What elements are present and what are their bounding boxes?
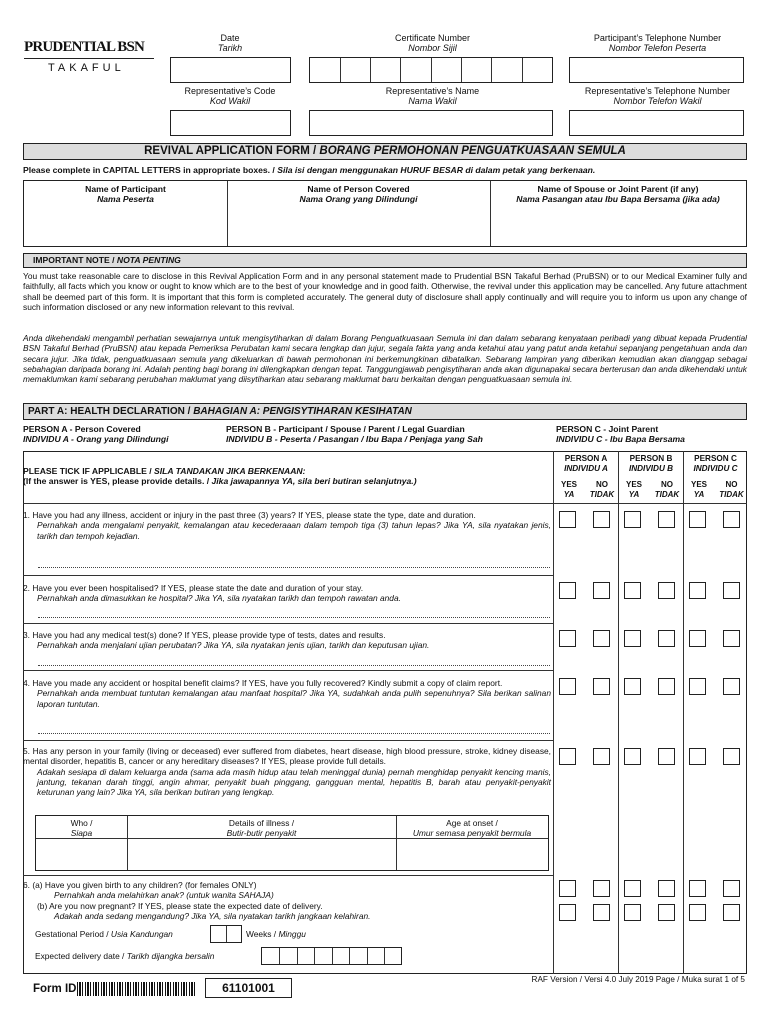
checkbox-row1-person-a-yes[interactable] [559,511,576,528]
spouse-name-header: Name of Spouse or Joint Parent (if any) Nama Pasangan atau Ibu Bapa Bersama (jika ada) [516,184,720,205]
checkbox-row5-person-a-yes[interactable] [559,748,576,765]
no-label-c: NO TIDAK [719,480,744,499]
checkbox-row7-person-a-no[interactable] [593,904,610,921]
checkbox-row6-person-a-no[interactable] [593,880,610,897]
spouse-name-field[interactable] [492,208,744,244]
yes-label-c: YES YA [690,480,707,499]
checkbox-row3-person-b-yes[interactable] [624,630,641,647]
date-input[interactable] [170,57,291,83]
gestational-period-input[interactable] [210,925,242,943]
checkbox-row5-person-a-no[interactable] [593,748,610,765]
checkbox-row7-person-b-yes[interactable] [624,904,641,921]
checkbox-row4-person-c-no[interactable] [723,678,740,695]
form-title: REVIVAL APPLICATION FORM / BORANG PERMOHONAN PENGUATKUASAAN SEMULA [23,143,747,160]
who-field[interactable] [37,839,126,869]
checkbox-row5-person-c-yes[interactable] [689,748,706,765]
important-note-malay: Anda dikehendaki mengambil perhatian sewajarnya untuk mengisytiharkan di dalam Borang Penguatkuasaan Semula ini dan dalam sebarang kenyataan peribadi yang dibuat kepada Prudential BSN Takaful Berhad (PruBSN) atau kepada Pemeriksa Perubatan kami secara lengkap dan jujur, segala fakta yang anda ketahui atau yang patut anda ketahui sepanjang pengetahuan anda dan secara jujur. Jika tidak, penguatkuasaan semula yang dikeluarkan di bawah permohonan ini berkemungkinan dibatalkan. Sebarang lampiran yang diberikan kemudian akan dianggap sebagai sebahagian daripada borang ini. Adalah penting bagi borang ini dilengkapkan dengan tepat. Tanggungjawab pengisytiharan anda akan digunapakai secara berterusan dan anda dikehendaki untuk memaklumkan kami sebarang perubahan maklumat yang diisytiharkan atau sebarang maklumat baru berkaitan dengan penguatkuasaan semula ini. [23,333,747,384]
checkbox-row4-person-a-no[interactable] [593,678,610,695]
participant-phone-input[interactable] [569,57,744,83]
question-3: 3. Have you had any medical test(s) done? If YES, please provide type of tests, dates and results. Pernahkah anda menjalani ujian perubatan? Jika YA, sila nyatakan jenis ujian, tarikh dan keputusan ujian. [23,630,430,651]
yes-label-b: YES YA [625,480,642,499]
checkbox-row7-person-c-yes[interactable] [689,904,706,921]
question-1: 1. Have you had any illness, accident or injury in the past three (3) years? If YES, please state the type, date and duration. Pernahkah anda mengalami penyakit, kemalangan atau kecederaaan dalam tempoh tiga (3) tahun lepas? Jika YA, sila nyatakan jenis, tarikh dan tempoh kejadian. [23,510,551,541]
question-5: 5. Has any person in your family (living or deceased) ever suffered from diabetes, heart disease, high blood pressure, stroke, kidney disease, mental disorder, hepatitis B, cancer or any hereditary diseases? If YES, please provide full details. Adakah sesiapa di dalam keluarga anda (sama ada masih hidup atau telah meninggal dunia) pernah menghidap penyakit kencing manis, jantung, tekanan darah tinggi, angin ahmar, penyakit buah pinggang, gangguan mental, hepatitis B, barah atau penyakit-penyakit keturunan yang lain? Jika YA, sila berikan butiran yang lengkap. [23,746,551,797]
checkbox-row6-person-b-no[interactable] [658,880,675,897]
person-a-definition: PERSON A - Person Covered INDIVIDU A - Orang yang Dilindungi [23,424,169,445]
checkbox-row7-person-b-no[interactable] [658,904,675,921]
representative-name-label: Representative’s Name Nama Wakil [385,86,480,106]
checkbox-row2-person-b-no[interactable] [658,582,675,599]
tick-instruction: PLEASE TICK IF APPLICABLE / SILA TANDAKAN JIKA BERKENAAN: (If the answer is YES, please provide details. / Jika jawapannya YA, sila beri butiran selanjutnya.) [23,466,417,487]
checkbox-row1-person-c-no[interactable] [723,511,740,528]
checkbox-row2-person-c-no[interactable] [723,582,740,599]
checkbox-row7-person-c-no[interactable] [723,904,740,921]
question-4-answer-line[interactable] [38,733,550,734]
checkbox-row5-person-c-no[interactable] [723,748,740,765]
question-2-answer-line[interactable] [38,617,550,618]
checkbox-row3-person-a-no[interactable] [593,630,610,647]
version-footer: RAF Version / Versi 4.0 July 2019 Page / Muka surat 1 of 5 [531,975,745,984]
expected-delivery-input[interactable] [261,947,402,965]
checkbox-row3-person-b-no[interactable] [658,630,675,647]
certificate-number-label: Certificate Number Nombor Sijil [394,33,471,53]
age-field[interactable] [397,839,547,869]
person-covered-name-field[interactable] [229,208,488,244]
date-label: Date Tarikh [217,33,243,53]
checkbox-row1-person-a-no[interactable] [593,511,610,528]
capital-letters-instruction: Please complete in CAPITAL LETTERS in appropriate boxes. / Sila isi dengan menggunakan HURUF BESAR di dalam petak yang berkenaan. [23,165,596,175]
representative-phone-label: Representative’s Telephone Number Nombor Telefon Wakil [584,86,731,106]
checkbox-row1-person-b-yes[interactable] [624,511,641,528]
person-a-column-header: PERSON A INDIVIDU A [564,454,608,473]
checkbox-row6-person-c-no[interactable] [723,880,740,897]
person-b-definition: PERSON B - Participant / Spouse / Parent / Legal Guardian INDIVIDU B - Peserta / Pasangan / Ibu Bapa / Penjaga yang Sah [226,424,483,445]
checkbox-row7-person-a-yes[interactable] [559,904,576,921]
checkbox-row1-person-b-no[interactable] [658,511,675,528]
participant-name-header: Name of Participant Nama Peserta [85,184,166,205]
logo-subtitle: TAKAFUL [48,62,125,74]
checkbox-row6-person-b-yes[interactable] [624,880,641,897]
certificate-number-input[interactable] [309,57,553,83]
checkbox-row2-person-a-no[interactable] [593,582,610,599]
logo-divider [24,58,154,59]
yes-label-a: YES YA [560,480,577,499]
person-covered-name-header: Name of Person Covered Nama Orang yang Dilindungi [299,184,418,205]
checkbox-row1-person-c-yes[interactable] [689,511,706,528]
gestational-period-label: Gestational Period / Usia Kandungan [35,929,173,939]
part-a-heading: PART A: HEALTH DECLARATION / BAHAGIAN A: PENGISYTIHARAN KESIHATAN [23,403,747,420]
question-4: 4. Have you made any accident or hospital benefit claims? If YES, have you fully recovered? Kindly submit a copy of claim report. Pernahkah anda membuat tuntutan kemalangan atau manfaat hospital? Jika YA, sudahkah anda pulih sepenuhnya? Sila berikan salinan laporan tuntutan. [23,678,551,709]
person-c-definition: PERSON C - Joint Parent INDIVIDU C - Ibu Bapa Bersama [556,424,685,445]
checkbox-row2-person-a-yes[interactable] [559,582,576,599]
representative-phone-input[interactable] [569,110,744,136]
barcode-image [77,982,196,996]
form-id-label: Form ID [33,983,77,995]
checkbox-row3-person-c-yes[interactable] [689,630,706,647]
checkbox-row5-person-b-no[interactable] [658,748,675,765]
question-1-answer-line[interactable] [38,567,550,568]
checkbox-row6-person-a-yes[interactable] [559,880,576,897]
who-column-header: Who / Siapa [70,818,93,839]
checkbox-row5-person-b-yes[interactable] [624,748,641,765]
family-illness-table [35,815,549,871]
important-note-heading: IMPORTANT NOTE / NOTA PENTING [23,253,747,268]
checkbox-row2-person-b-yes[interactable] [624,582,641,599]
question-6: 6. (a) Have you given birth to any children? (for females ONLY) Pernahkah anda melahirkan anak? (untuk wanita SAHAJA) (b) Are you now pregnant? If YES, please state the expected date of delivery. Adakah anda sedang mengandung? Jika YA, sila nyatakan tarikh jangkaan kelahiran. [23,880,371,921]
representative-code-input[interactable] [170,110,291,136]
participant-phone-label: Participant’s Telephone Number Nombor Telefon Peserta [593,33,722,53]
checkbox-row3-person-a-yes[interactable] [559,630,576,647]
person-b-column-header: PERSON B INDIVIDU B [628,454,674,473]
details-field[interactable] [128,839,395,869]
names-table [23,180,747,247]
no-label-b: NO TIDAK [654,480,680,499]
person-c-column-header: PERSON C INDIVIDU C [693,454,738,473]
checkbox-row3-person-c-no[interactable] [723,630,740,647]
question-3-answer-line[interactable] [38,665,550,666]
no-label-a: NO TIDAK [589,480,615,499]
expected-delivery-label: Expected delivery date / Tarikh dijangka bersalin [35,951,215,961]
participant-name-field[interactable] [26,208,225,244]
checkbox-row6-person-c-yes[interactable] [689,880,706,897]
form-id-number: 61101001 [205,978,292,998]
logo-wordmark: PRUDENTIAL BSN [24,39,145,55]
weeks-label: Weeks / Minggu [246,929,306,939]
checkbox-row4-person-a-yes[interactable] [559,678,576,695]
checkbox-row4-person-b-yes[interactable] [624,678,641,695]
question-2: 2. Have you ever been hospitalised? If YES, please state the date and duration of your stay. Pernahkah anda dimasukkan ke hospital? Jika YA, sila nyatakan tarikh dan tempoh rawatan anda. [23,583,401,604]
important-note-english: You must take reasonable care to disclose in this Revival Application Form and in any personal statement made to Prudential BSN Takaful Berhad (PruBSN) or to our Medical Examiner fully and faithfully, all facts which you know or ought to know which are to the best of your knowledge and in good faith. Otherwise, the revival under this application may be cancelled. Any future attachment shall be deemed part of this form. It is important that this form is completed accurately. The general duty of disclosure shall apply continually and will require you to inform us upon any change of such information disclosed or any new information relevant to this revival. [23,271,747,312]
checkbox-row4-person-c-yes[interactable] [689,678,706,695]
representative-name-input[interactable] [309,110,553,136]
checkbox-row2-person-c-yes[interactable] [689,582,706,599]
age-column-header: Age at onset / Umur semasa penyakit bermula [412,818,532,839]
representative-code-label: Representative’s Code Kod Wakil [184,86,276,106]
checkbox-row4-person-b-no[interactable] [658,678,675,695]
details-column-header: Details of illness / Butir-butir penyakit [226,818,297,839]
